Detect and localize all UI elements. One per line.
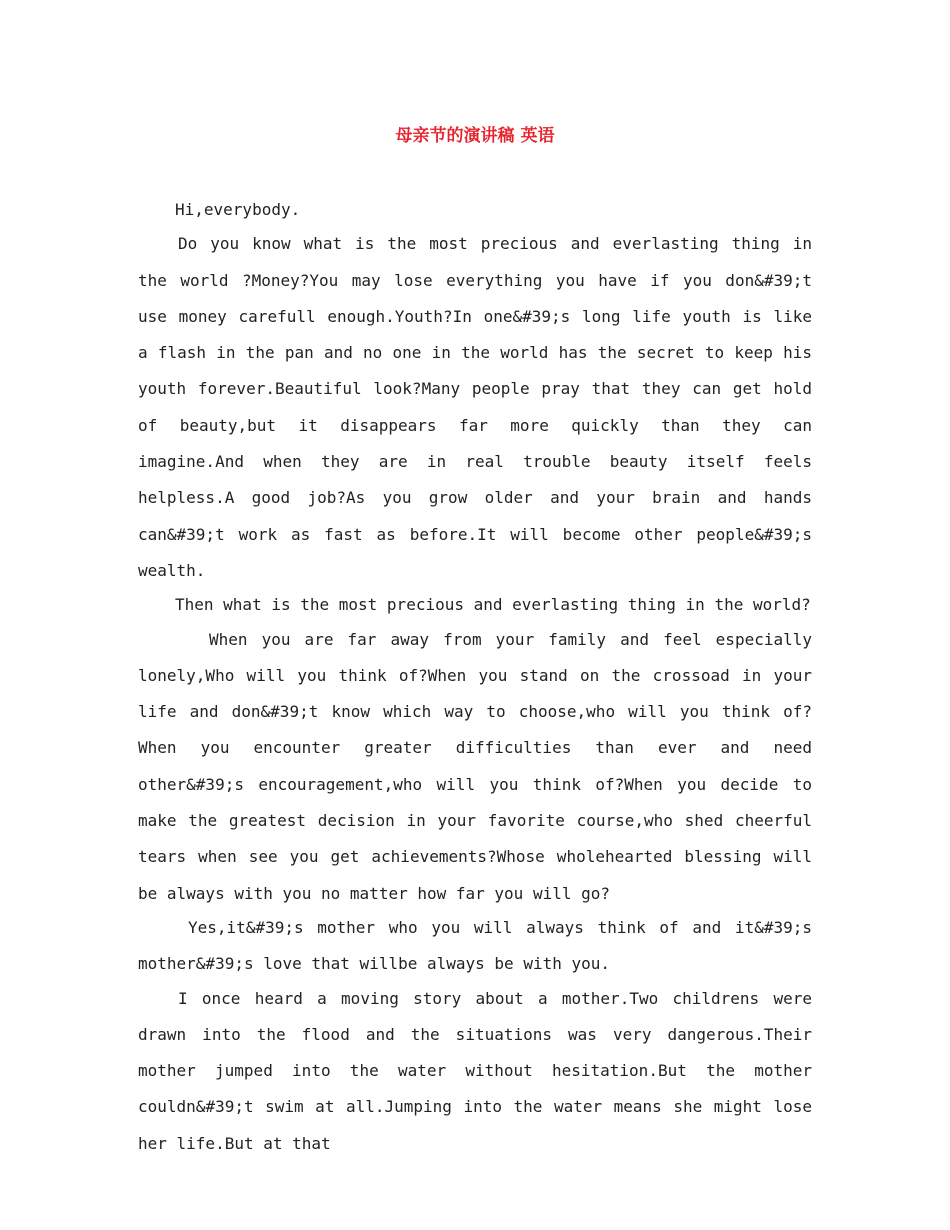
paragraph-precious-thing: Do you know what is the most precious and everlasting thing in the world ?Money?You may lose everything you have if you don&#39;t use money carefull enough.Youth?In one&#39;s long life youth is like a flash in the pan and no one in the world has the secret to keep his youth forever.Beautiful look?Many people pray that they can get hold of beauty,but it disappears far more quickly than they can imagine.And when they are in real trouble beauty itself feels helpless.A good job?As you grow older and your brain and hands can&#39;t work as fast as before.It will become other people&#39;s wealth. [138, 234, 812, 580]
paragraph-mother-love: Yes,it&#39;s mother who you will always think of and it&#39;s mother&#39;s love that willbe always be with you. [138, 917, 812, 974]
paragraph-greeting: Hi,everybody. [175, 200, 301, 219]
paragraph-story: I once heard a moving story about a mother.Two childrens were drawn into the flood and the situations was very dangerous.Their mother jumped into the water without hesitation.But the mother couldn&#39;t swim at all.Jumping into the water means she might lose her life.But at that [138, 988, 812, 1153]
paragraph-who-think-of: When you are far away from your family and feel especially lonely,Who will you think of?When you stand on the crossoad in your life and don&#39;t know which way to choose,who will you think of?When you encounter greater difficulties than ever and need other&#39;s encouragement,who will you think of?When you decide to make the greatest decision in your favorite course,who shed cheerful tears when see you get achievements?Whose wholehearted blessing will be always with you no matter how far you will go? [138, 629, 812, 903]
document-body [138, 192, 812, 1160]
paragraph-question: Then what is the most precious and everlasting thing in the world? [175, 595, 811, 615]
document-title: 母亲节的演讲稿 英语 [395, 126, 555, 146]
